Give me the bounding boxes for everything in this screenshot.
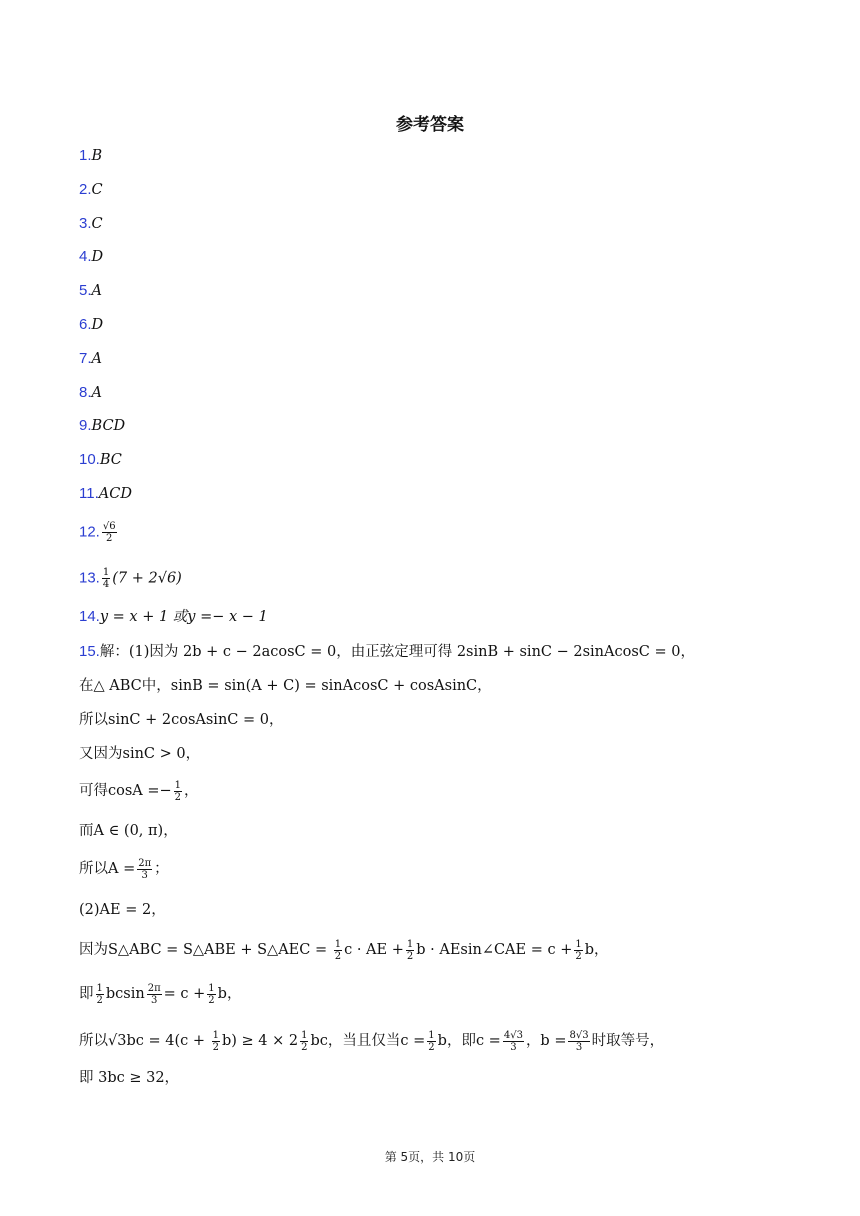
answer-number: 10. [79, 451, 100, 468]
answer-item-5 [79, 280, 102, 302]
fraction: $\frac{1}{2}$ [212, 1029, 219, 1053]
fraction: $\frac{2\pi}{3}$ [138, 857, 152, 881]
fraction: $\frac{1}{4}$ [102, 567, 110, 590]
answer-item-6 [79, 314, 103, 336]
answer-choice: C [91, 182, 103, 198]
answer-number: 12. [79, 523, 100, 541]
solution-line-12: 即 3bc ≥ 32， [79, 1070, 180, 1086]
solution-line-2: 在△ ABC中，sinB = sin(A + C) = sinAcosC + cosAsinC， [79, 678, 492, 694]
solution-line-1: 15.解：(1)因为 2b + c − 2acosC = 0，由正弦定理可得 2sinB + sinC − 2sinAcosC = 0， [79, 643, 695, 660]
page-title: 参考答案 [396, 115, 464, 135]
answer-number: 13. [79, 569, 100, 587]
answer-number: 8. [79, 384, 92, 401]
answer-number: 7. [79, 350, 92, 367]
answer-choice: BCD [91, 418, 126, 434]
answer-item-13 [79, 567, 182, 589]
answer-number: 2. [79, 181, 92, 198]
fraction: $\frac{√6}{2}$ [102, 521, 116, 544]
answer-item-8 [79, 382, 102, 404]
answer-number: 6. [79, 316, 92, 333]
answer-choice: C [91, 216, 103, 232]
answer-number: 1. [79, 147, 92, 164]
answer-item-10 [79, 449, 122, 471]
fraction: $\frac{1}{2}$ [208, 982, 215, 1006]
solution-line-6: 而A ∈ (0, π)， [79, 823, 178, 839]
solution-line-10: 即 $\frac{1}{2}$ bcsin $\frac{2\pi}{3}$ = c + $\frac{1}{2}$ b， [79, 982, 242, 1006]
answer-item-1 [79, 145, 102, 167]
answer-number: 5. [79, 282, 92, 299]
fraction: $\frac{1}{2}$ [96, 982, 103, 1006]
answer-item-7 [79, 348, 102, 370]
answer-choice: D [91, 317, 104, 333]
answer-text: y = x + 1 或y =− x − 1 [99, 609, 268, 625]
fraction: $\frac{1}{2}$ [301, 1029, 308, 1053]
answer-item-12 [79, 521, 119, 543]
answer-item-2 [79, 179, 103, 201]
solution-line-9: 因为S△ABC = S△ABE + S△AEC = $\frac{1}{2}$ c · AE + $\frac{1}{2}$ b · AEsin∠CAE = c + $\frac{1}{2}$ b， [79, 938, 609, 962]
answer-choice: D [91, 249, 104, 265]
page-footer: 第 5页，共 10页 [384, 1150, 476, 1164]
fraction: $\frac{8√3}{3}$ [569, 1029, 589, 1053]
answer-item-9 [79, 415, 125, 437]
answer-number: 15. [79, 643, 100, 660]
solution-line-5: 可得cosA =− $\frac{1}{2}$ ， [79, 779, 199, 803]
fraction: $\frac{4√3}{3}$ [503, 1029, 523, 1053]
answer-choice: A [91, 283, 102, 299]
solution-line-8: (2)AE = 2， [79, 902, 166, 918]
answer-item-3 [79, 213, 103, 235]
solution-line-11: 所以√3bc = 4(c + $\frac{1}{2}$ b) ≥ 4 × 2 $\frac{1}{2}$ bc，当且仅当c = $\frac{1}{2}$ b，即c = $\frac{4√3}{3}$ ，b = $\frac{8√3}{3}$ 时取等号， [79, 1029, 665, 1053]
answer-item-11 [79, 483, 132, 505]
fraction: $\frac{1}{2}$ [174, 779, 182, 803]
answer-text: (7 + 2√6) [112, 570, 182, 587]
answer-number: 14. [79, 608, 100, 625]
answer-choice: BC [99, 452, 122, 468]
solution-line-3: 所以sinC + 2cosAsinC = 0， [79, 712, 284, 728]
fraction: $\frac{1}{2}$ [406, 938, 414, 962]
answer-choice: ACD [98, 486, 132, 502]
answer-choice: B [91, 148, 103, 164]
answer-number: 4. [79, 248, 92, 265]
fraction: $\frac{1}{2}$ [575, 938, 582, 962]
fraction: $\frac{1}{2}$ [428, 1029, 435, 1053]
answer-number: 3. [79, 215, 92, 232]
answer-item-14 [79, 606, 268, 628]
solution-line-7: 所以A = $\frac{2\pi}{3}$ ； [79, 857, 169, 881]
fraction: $\frac{1}{2}$ [334, 938, 342, 962]
answer-choice: A [91, 385, 102, 401]
answer-number: 9. [79, 417, 92, 434]
answer-choice: A [91, 351, 102, 367]
fraction: $\frac{2\pi}{3}$ [147, 982, 161, 1006]
answer-item-4 [79, 246, 103, 268]
answer-number: 11. [79, 485, 99, 502]
solution-line-4: 又因为sinC > 0， [79, 746, 201, 762]
